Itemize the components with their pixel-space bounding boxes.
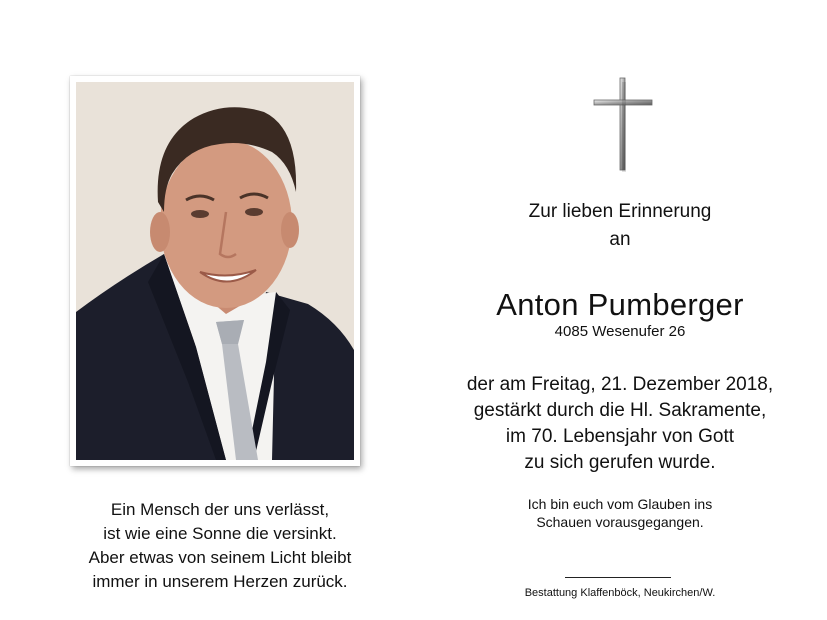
portrait-frame — [70, 76, 360, 466]
farewell-quote — [470, 495, 770, 531]
latin-cross-icon — [590, 76, 656, 176]
portrait-photo — [76, 82, 354, 460]
intro-line: Zur lieben Erinnerung — [528, 201, 712, 222]
poem-line: ist wie eine Sonne die versinkt. — [103, 524, 337, 543]
quote-line: Ich bin euch vom Glauben ins — [527, 496, 713, 512]
text-line: gestärkt durch die Hl. Sakramente, — [473, 400, 767, 421]
divider-line — [565, 577, 671, 578]
intro-line: an — [609, 229, 631, 250]
poem — [55, 498, 385, 594]
text-line: zu sich gerufen wurde. — [524, 452, 716, 473]
poem-line: immer in unserem Herzen zurück. — [92, 572, 348, 591]
poem-line: Aber etwas von seinem Licht bleibt — [88, 548, 352, 567]
death-notice-text — [440, 372, 800, 476]
poem-line: Ein Mensch der uns verlässt, — [110, 500, 330, 519]
undertaker-credit: Bestattung Klaffenböck, Neukirchen/W. — [524, 587, 716, 599]
deceased-name: Anton Pumberger — [496, 287, 744, 322]
deceased-address: 4085 Wesenufer 26 — [554, 323, 686, 340]
portrait-illustration — [76, 82, 354, 460]
text-line: im 70. Lebensjahr von Gott — [505, 426, 735, 447]
quote-line: Schauen vorausgegangen. — [536, 514, 704, 530]
memorial-intro — [470, 198, 770, 254]
text-line: der am Freitag, 21. Dezember 2018, — [466, 374, 774, 395]
